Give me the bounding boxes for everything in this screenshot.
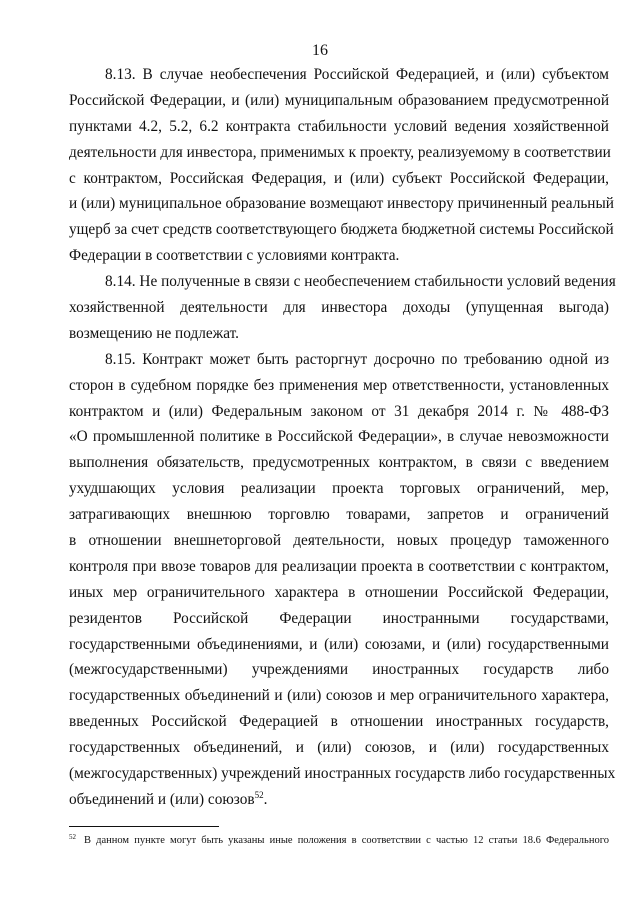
footnote-text: В данном пункте могут быть указаны иные положения в соответствии с частью 12 статьи 18.6 Федерального [84, 835, 609, 846]
footnote-reference[interactable]: 52 [254, 789, 264, 800]
clause-8-14 [69, 269, 616, 347]
text-line: выполнения обязательств, предусмотренных контрактом, в связи с введением [69, 454, 609, 472]
footnote-marker: 52 [69, 832, 76, 841]
sentence-period: . [263, 790, 268, 808]
text-line: Федерации в соответствии с условиями контракта. [69, 247, 400, 265]
text-line: в отношении внешнеторговой деятельности, новых процедур таможенного [69, 532, 609, 550]
text-line: «О промышленной политике в Российской Федерации», в случае невозможности [69, 428, 609, 446]
text-fragment: объединений и (или) союзов [69, 790, 255, 808]
text-line: возмещению не подлежат. [69, 324, 239, 342]
text-line: ухудшающих условия реализации проекта торговых ограничений, мер, [69, 480, 609, 498]
text-line: государственных объединений, и (или) союзов, и (или) государственных [69, 739, 609, 757]
text-line: (межгосударственными) учреждениями иностранных государств либо [69, 661, 609, 679]
text-line: хозяйственной деятельности для инвестора доходы (упущенная выгода) [69, 299, 609, 317]
clause-8-13 [69, 62, 614, 269]
text-line: и (или) муниципальное образование возмещают инвестору причиненный реальный [69, 195, 614, 213]
page-number: 16 [312, 42, 328, 59]
footnote-separator [69, 826, 219, 827]
text-line: с контрактом, Российская Федерация, и (или) субъект Российской Федерации, [69, 169, 609, 187]
text-line: 8.14. Не полученные в связи с необеспечением стабильности условий ведения [105, 273, 616, 291]
text-line: (межгосударственных) учреждений иностранных государств либо государственных [69, 765, 616, 783]
text-line: контроля при ввозе товаров для реализации проекта в соответствии с контрактом, [69, 557, 609, 575]
text-line: 8.15. Контракт может быть расторгнут досрочно по требованию одной из [105, 350, 609, 368]
text-line: ущерб за счет средств соответствующего бюджета бюджетной системы Российской [69, 221, 614, 239]
text-line: контрактом и (или) Федеральным законом от 31 декабря 2014 г. № 488-ФЗ [69, 402, 609, 420]
text-line: 8.13. В случае необеспечения Российской Федерацией, и (или) субъектом [105, 66, 609, 83]
text-line: деятельности для инвестора, применимых к проекту, реализуемому в соответствии [69, 143, 611, 161]
text-line: резидентов Российской Федерации иностранными государствами, [69, 609, 609, 627]
text-line-final [69, 787, 609, 813]
text-line: государственных объединений и (или) союзов и мер ограничительного характера, [69, 687, 609, 705]
text-line: пунктами 4.2, 5.2, 6.2 контракта стабильности условий ведения хозяйственной [69, 117, 609, 135]
text-line: затрагивающих внешнюю торговлю товарами, запретов и ограничений [69, 506, 609, 524]
clause-8-15 [69, 347, 616, 813]
document-body [69, 62, 616, 813]
text-line: иных мер ограничительного характера в отношении Российской Федерации, [69, 583, 609, 601]
text-line: сторон в судебном порядке без применения мер ответственности, установленных [69, 376, 609, 394]
text-line: введенных Российской Федерацией в отношении иностранных государств, [69, 713, 609, 731]
text-line: Российской Федерации, и (или) муниципальным образованием предусмотренной [69, 91, 609, 109]
footnote [69, 834, 609, 848]
text-line: государственными объединениями, и (или) союзами, и (или) государственными [69, 635, 609, 653]
